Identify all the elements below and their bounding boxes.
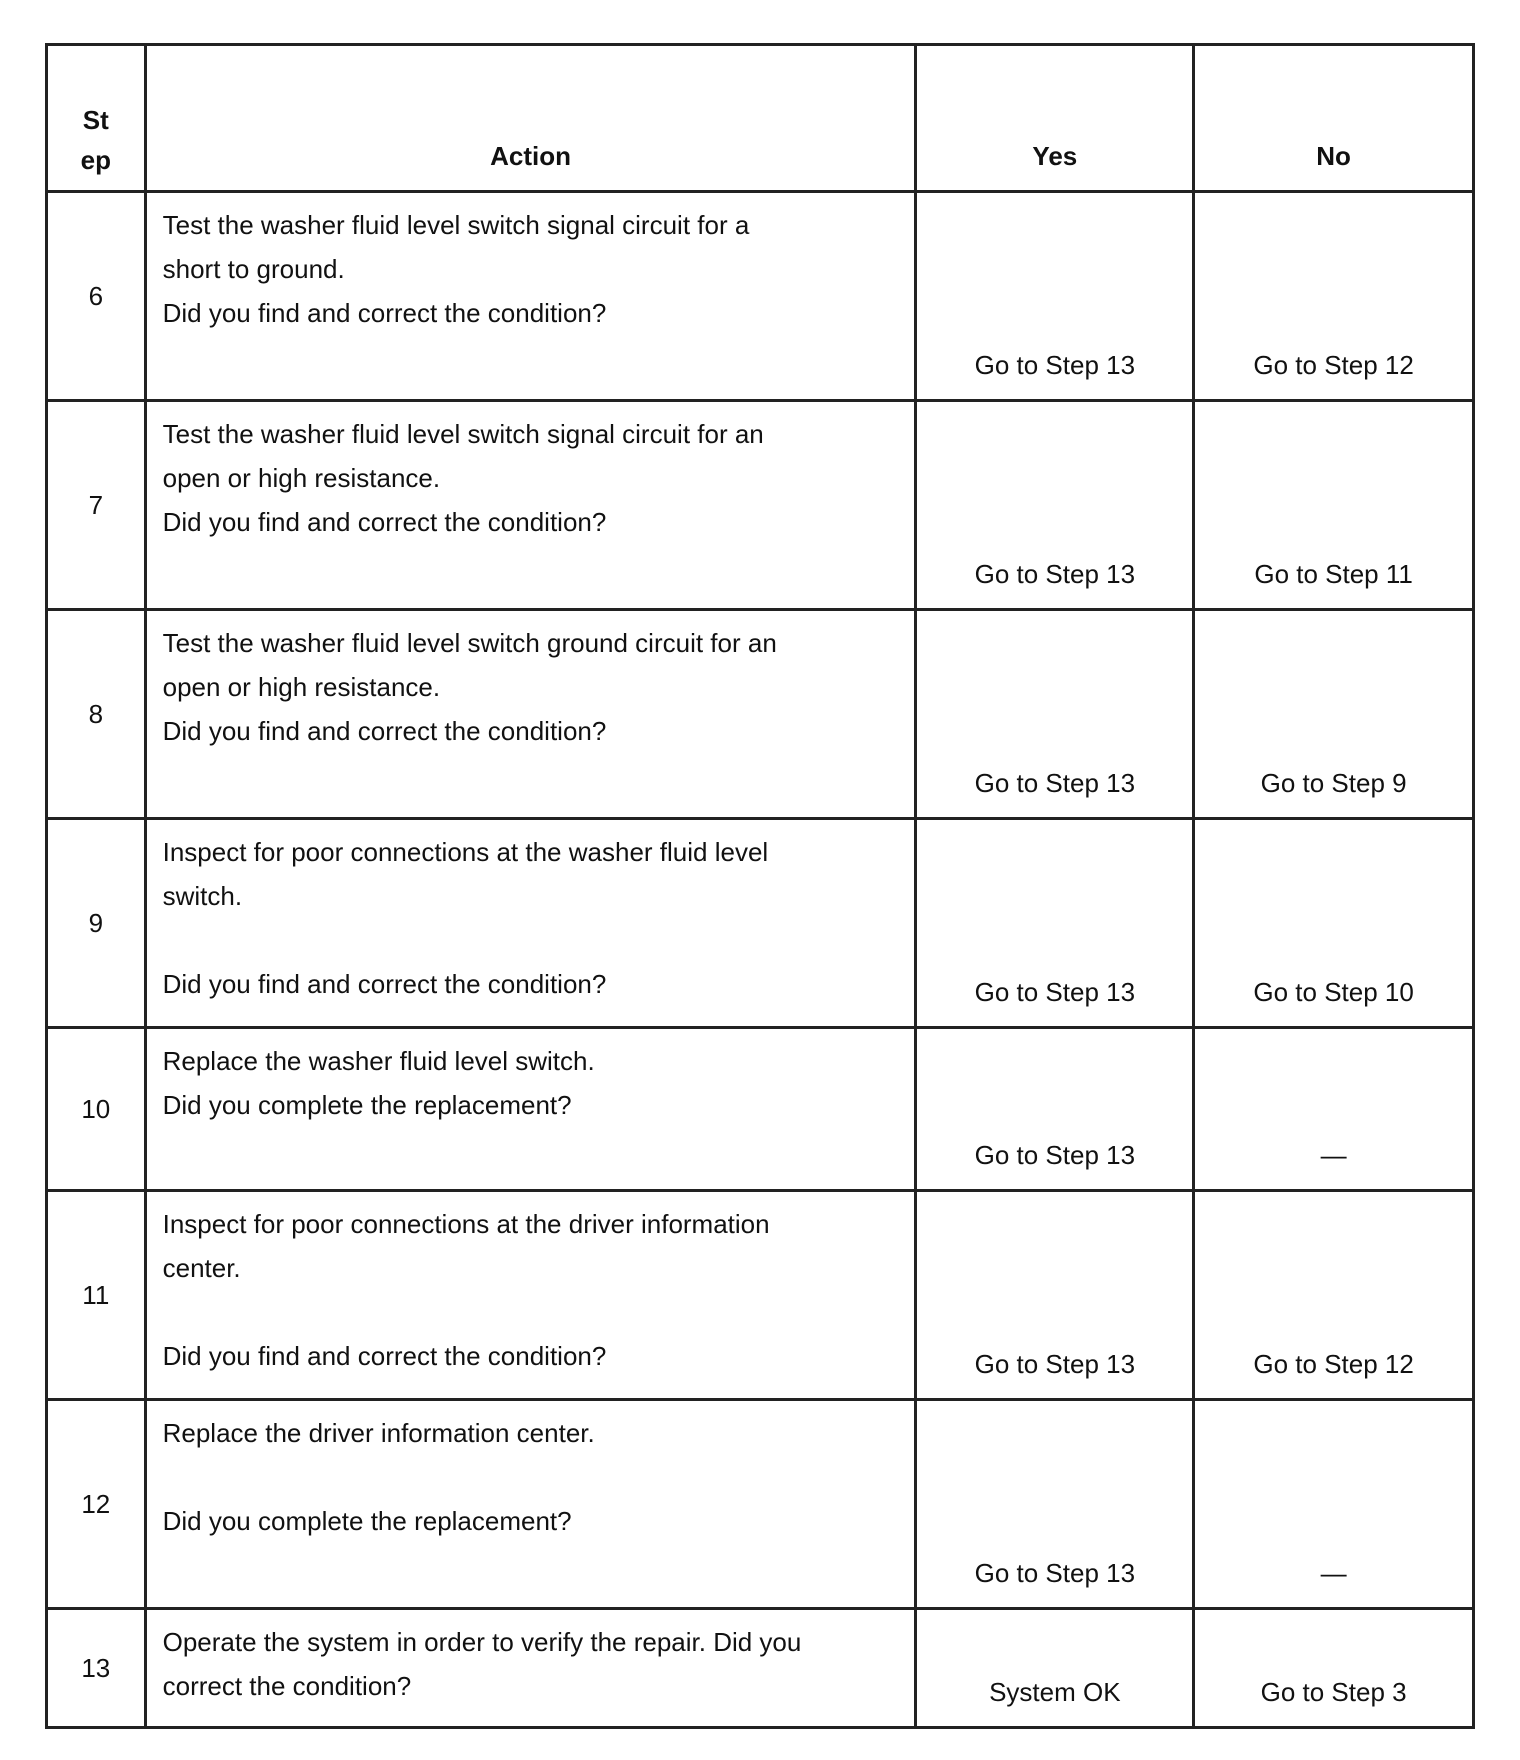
action-line: center.	[162, 1253, 241, 1283]
step-number: 11	[82, 1280, 110, 1310]
no-cell	[1194, 1191, 1474, 1400]
action-spacer	[163, 918, 901, 962]
yes-cell	[916, 401, 1194, 610]
step-number: 6	[88, 281, 104, 311]
action-cell	[145, 192, 916, 401]
action-line: Test the washer fluid level switch ground circuit for an	[162, 628, 777, 658]
step-number: 9	[88, 908, 104, 938]
yes-cell	[916, 192, 1194, 401]
action-line: correct the condition?	[162, 1671, 412, 1701]
no-result: —	[1320, 1140, 1347, 1170]
action-line: Did you find and correct the condition?	[162, 507, 607, 537]
action-line: open or high resistance.	[162, 463, 441, 493]
table-row	[47, 1028, 1474, 1191]
action-line: Did you find and correct the condition?	[162, 1341, 607, 1371]
action-line: Test the washer fluid level switch signal circuit for an	[162, 419, 764, 449]
no-result: Go to Step 11	[1254, 559, 1413, 589]
no-result: Go to Step 9	[1260, 768, 1407, 798]
action-cell	[145, 610, 916, 819]
table-row	[47, 1191, 1474, 1400]
yes-result: Go to Step 13	[974, 1140, 1136, 1170]
yes-result: Go to Step 13	[974, 350, 1136, 380]
step-cell	[47, 1400, 146, 1609]
yes-cell	[916, 1191, 1194, 1400]
no-result: —	[1320, 1558, 1347, 1588]
table-row	[47, 819, 1474, 1028]
action-line: Did you complete the replacement?	[162, 1506, 572, 1536]
action-line: Did you find and correct the condition?	[162, 969, 607, 999]
table-row	[47, 1400, 1474, 1609]
yes-cell	[916, 1609, 1194, 1728]
yes-result: Go to Step 13	[974, 559, 1136, 589]
no-cell	[1194, 1609, 1474, 1728]
step-cell	[47, 1191, 146, 1400]
step-cell	[47, 192, 146, 401]
header-step-line-2: ep	[80, 145, 111, 175]
step-cell	[47, 1028, 146, 1191]
header-action	[145, 45, 916, 192]
step-number: 10	[81, 1094, 111, 1124]
action-cell	[145, 1191, 916, 1400]
action-cell	[145, 1028, 916, 1191]
no-result: Go to Step 12	[1253, 350, 1414, 380]
action-line: Did you find and correct the condition?	[162, 298, 607, 328]
diagnostic-step-table	[45, 43, 1475, 1729]
step-cell	[47, 401, 146, 610]
yes-cell	[916, 819, 1194, 1028]
action-line: short to ground.	[162, 254, 345, 284]
action-cell	[145, 401, 916, 610]
action-cell	[145, 1400, 916, 1609]
action-line: switch.	[162, 881, 243, 911]
action-line: Operate the system in order to verify the repair. Did you	[162, 1627, 802, 1657]
header-step-line-1: St	[82, 105, 109, 135]
action-line: open or high resistance.	[162, 672, 441, 702]
table-row	[47, 610, 1474, 819]
action-spacer	[163, 1455, 901, 1499]
no-cell	[1194, 192, 1474, 401]
step-number: 7	[88, 490, 104, 520]
action-line: Did you complete the replacement?	[162, 1090, 572, 1120]
no-result: Go to Step 12	[1253, 1349, 1414, 1379]
header-yes-label: Yes	[1032, 141, 1078, 171]
no-cell	[1194, 1400, 1474, 1609]
header-action-label: Action	[490, 141, 571, 171]
header-step	[47, 45, 146, 192]
yes-result: System OK	[989, 1677, 1121, 1707]
header-yes	[916, 45, 1194, 192]
table-row	[47, 192, 1474, 401]
action-line: Test the washer fluid level switch signal circuit for a	[162, 210, 750, 240]
action-line: Inspect for poor connections at the washer fluid level	[162, 837, 769, 867]
step-number: 8	[88, 699, 104, 729]
yes-result: Go to Step 13	[974, 1558, 1136, 1588]
action-cell	[145, 1609, 916, 1728]
step-number: 13	[81, 1653, 111, 1683]
no-cell	[1194, 819, 1474, 1028]
table-row	[47, 401, 1474, 610]
step-cell	[47, 1609, 146, 1728]
no-cell	[1194, 610, 1474, 819]
action-line: Inspect for poor connections at the driver information	[162, 1209, 770, 1239]
header-no	[1194, 45, 1474, 192]
no-result: Go to Step 3	[1260, 1677, 1407, 1707]
yes-cell	[916, 610, 1194, 819]
yes-cell	[916, 1028, 1194, 1191]
step-cell	[47, 819, 146, 1028]
action-line: Replace the driver information center.	[162, 1418, 595, 1448]
header-row	[47, 45, 1474, 192]
yes-result: Go to Step 13	[974, 768, 1136, 798]
header-no-label: No	[1316, 141, 1351, 171]
action-cell	[145, 819, 916, 1028]
action-line: Replace the washer fluid level switch.	[162, 1046, 595, 1076]
no-cell	[1194, 401, 1474, 610]
step-number: 12	[81, 1489, 111, 1519]
action-line: Did you find and correct the condition?	[162, 716, 607, 746]
yes-result: Go to Step 13	[974, 1349, 1136, 1379]
step-cell	[47, 610, 146, 819]
action-spacer	[163, 1290, 901, 1334]
yes-result: Go to Step 13	[974, 977, 1136, 1007]
no-cell	[1194, 1028, 1474, 1191]
table-row	[47, 1609, 1474, 1728]
no-result: Go to Step 10	[1253, 977, 1414, 1007]
yes-cell	[916, 1400, 1194, 1609]
